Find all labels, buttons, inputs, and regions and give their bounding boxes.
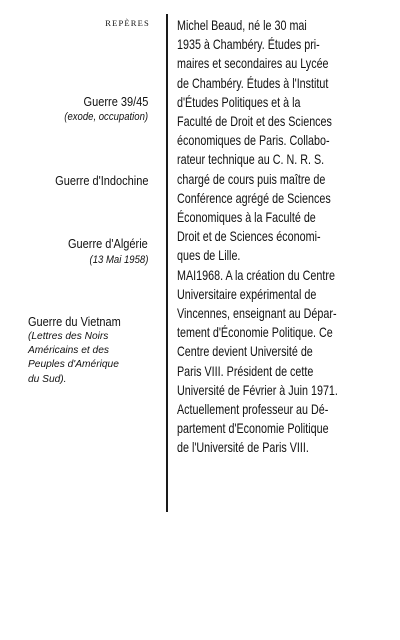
event-vietnam-title: Guerre du Vietnam	[28, 314, 121, 329]
bio-line: partement d'Economie Politique	[177, 421, 329, 437]
bio-line: économiques de Paris. Collabo-	[177, 133, 330, 149]
bio-line: tement d'Économie Politique. Ce	[177, 325, 333, 341]
bio-line: d'Études Politiques et à la	[177, 94, 301, 110]
bio-line: Paris VIII. Président de cette	[177, 363, 314, 379]
bio-line: Économiques à la Faculté de	[177, 210, 316, 226]
bio-line: Michel Beaud, né le 30 mai	[177, 18, 307, 33]
event-ww2-subtitle: (exode, occupation)	[64, 111, 148, 123]
bio-line: Vincennes, enseignant au Dépar-	[177, 306, 337, 322]
bio-line: Actuellement professeur au Dé-	[177, 402, 329, 418]
bio-line: Faculté de Droit et des Sciences	[177, 114, 332, 130]
event-vietnam-subtitle-line: (Lettres des Noirs	[28, 331, 109, 342]
bio-line: Centre devient Université de	[177, 344, 313, 360]
section-heading: REPÈRES	[105, 18, 150, 28]
event-algeria-title: Guerre d'Algérie	[68, 236, 148, 251]
bio-line: Conférence agrégé de Sciences	[177, 190, 331, 206]
bio-line: maires et secondaires au Lycée	[177, 56, 329, 72]
bio-line: Université de Février à Juin 1971.	[177, 382, 338, 398]
bio-line: Universitaire expérimental de	[177, 286, 317, 302]
bio-line: ques de Lille.	[177, 248, 241, 264]
bio-line: 1935 à Chambéry. Études pri-	[177, 37, 320, 53]
column-divider	[166, 14, 168, 512]
bio-line: MAI1968. A la création du Centre	[177, 267, 335, 283]
event-vietnam-subtitle-line: Peuples d'Amérique	[28, 359, 119, 371]
bio-line: rateur technique au C. N. R. S.	[177, 152, 325, 168]
biography-text	[177, 16, 390, 458]
bio-line: Droit et de Sciences économi-	[177, 229, 321, 245]
event-indochina-title: Guerre d'Indochine	[54, 173, 148, 188]
bio-line: chargé de cours puis maître de	[177, 171, 326, 187]
event-algeria-subtitle: (13 Mai 1958)	[89, 254, 148, 266]
event-vietnam	[28, 314, 168, 387]
event-ww2-title: Guerre 39/45	[83, 94, 148, 109]
event-vietnam-subtitle-line: Américains et des	[28, 345, 109, 357]
bio-line: de l'Université de Paris VIII.	[177, 440, 309, 456]
event-vietnam-subtitle-line: du Sud).	[28, 373, 67, 385]
bio-line: de Chambéry. Études à l'Institut	[177, 75, 329, 91]
